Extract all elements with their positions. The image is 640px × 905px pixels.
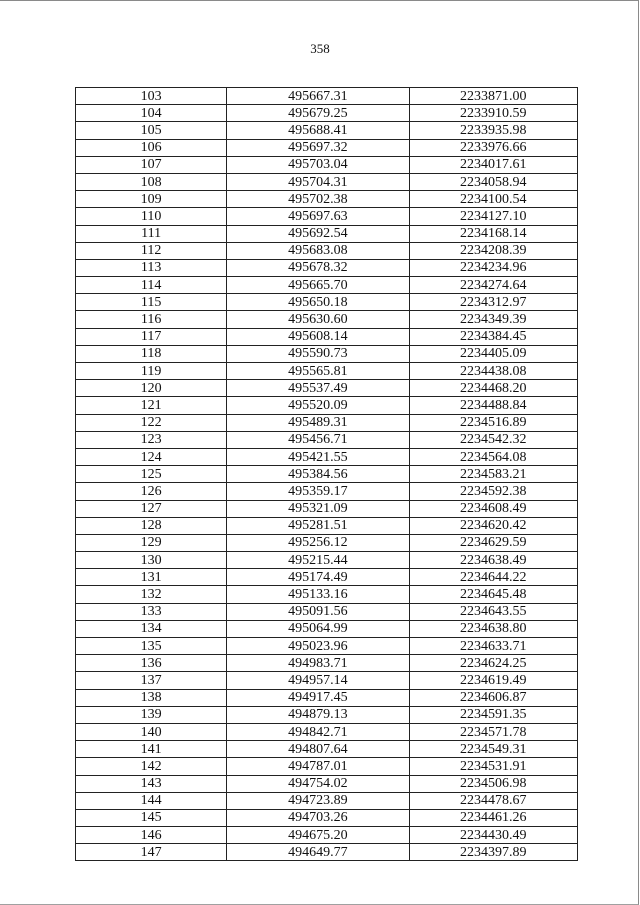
point-number-cell: 134 bbox=[76, 620, 227, 637]
y-coordinate-cell: 2234506.98 bbox=[409, 775, 577, 792]
table-row bbox=[76, 277, 578, 294]
table-row bbox=[76, 397, 578, 414]
table-row bbox=[76, 655, 578, 672]
y-coordinate-cell: 2234468.20 bbox=[409, 380, 577, 397]
point-number-cell: 114 bbox=[76, 277, 227, 294]
table-row bbox=[76, 191, 578, 208]
table-row bbox=[76, 225, 578, 242]
y-coordinate-cell: 2234168.14 bbox=[409, 225, 577, 242]
y-coordinate-cell: 2234384.45 bbox=[409, 328, 577, 345]
table-row bbox=[76, 844, 578, 861]
x-coordinate-cell: 495456.71 bbox=[227, 431, 409, 448]
x-coordinate-cell: 495665.70 bbox=[227, 277, 409, 294]
point-number-cell: 104 bbox=[76, 105, 227, 122]
point-number-cell: 118 bbox=[76, 345, 227, 362]
x-coordinate-cell: 495688.41 bbox=[227, 122, 409, 139]
point-number-cell: 129 bbox=[76, 534, 227, 551]
x-coordinate-cell: 495692.54 bbox=[227, 225, 409, 242]
point-number-cell: 116 bbox=[76, 311, 227, 328]
table-row bbox=[76, 259, 578, 276]
x-coordinate-cell: 495704.31 bbox=[227, 173, 409, 190]
y-coordinate-cell: 2234488.84 bbox=[409, 397, 577, 414]
y-coordinate-cell: 2234620.42 bbox=[409, 517, 577, 534]
x-coordinate-cell: 495421.55 bbox=[227, 448, 409, 465]
x-coordinate-cell: 495630.60 bbox=[227, 311, 409, 328]
y-coordinate-cell: 2234638.49 bbox=[409, 552, 577, 569]
point-number-cell: 144 bbox=[76, 792, 227, 809]
y-coordinate-cell: 2234643.55 bbox=[409, 603, 577, 620]
y-coordinate-cell: 2234542.32 bbox=[409, 431, 577, 448]
x-coordinate-cell: 495679.25 bbox=[227, 105, 409, 122]
table-row bbox=[76, 534, 578, 551]
y-coordinate-cell: 2234638.80 bbox=[409, 620, 577, 637]
point-number-cell: 110 bbox=[76, 208, 227, 225]
table-row bbox=[76, 139, 578, 156]
x-coordinate-cell: 495133.16 bbox=[227, 586, 409, 603]
point-number-cell: 143 bbox=[76, 775, 227, 792]
table-row bbox=[76, 208, 578, 225]
point-number-cell: 140 bbox=[76, 723, 227, 740]
y-coordinate-cell: 2234571.78 bbox=[409, 723, 577, 740]
point-number-cell: 141 bbox=[76, 741, 227, 758]
x-coordinate-cell: 495537.49 bbox=[227, 380, 409, 397]
x-coordinate-cell: 494675.20 bbox=[227, 827, 409, 844]
point-number-cell: 119 bbox=[76, 363, 227, 380]
x-coordinate-cell: 495256.12 bbox=[227, 534, 409, 551]
point-number-cell: 128 bbox=[76, 517, 227, 534]
y-coordinate-cell: 2233976.66 bbox=[409, 139, 577, 156]
table-row bbox=[76, 466, 578, 483]
point-number-cell: 105 bbox=[76, 122, 227, 139]
x-coordinate-cell: 495703.04 bbox=[227, 156, 409, 173]
x-coordinate-cell: 494983.71 bbox=[227, 655, 409, 672]
table-row bbox=[76, 775, 578, 792]
y-coordinate-cell: 2234592.38 bbox=[409, 483, 577, 500]
y-coordinate-cell: 2234312.97 bbox=[409, 294, 577, 311]
table-row bbox=[76, 380, 578, 397]
table-row bbox=[76, 173, 578, 190]
point-number-cell: 123 bbox=[76, 431, 227, 448]
x-coordinate-cell: 495667.31 bbox=[227, 88, 409, 105]
y-coordinate-cell: 2234619.49 bbox=[409, 672, 577, 689]
point-number-cell: 117 bbox=[76, 328, 227, 345]
table-row bbox=[76, 569, 578, 586]
point-number-cell: 115 bbox=[76, 294, 227, 311]
y-coordinate-cell: 2234633.71 bbox=[409, 638, 577, 655]
x-coordinate-cell: 495359.17 bbox=[227, 483, 409, 500]
point-number-cell: 122 bbox=[76, 414, 227, 431]
table-row bbox=[76, 500, 578, 517]
point-number-cell: 138 bbox=[76, 689, 227, 706]
y-coordinate-cell: 2234645.48 bbox=[409, 586, 577, 603]
x-coordinate-cell: 495321.09 bbox=[227, 500, 409, 517]
y-coordinate-cell: 2234531.91 bbox=[409, 758, 577, 775]
x-coordinate-cell: 494754.02 bbox=[227, 775, 409, 792]
point-number-cell: 130 bbox=[76, 552, 227, 569]
point-number-cell: 145 bbox=[76, 809, 227, 826]
x-coordinate-cell: 495590.73 bbox=[227, 345, 409, 362]
y-coordinate-cell: 2234606.87 bbox=[409, 689, 577, 706]
table-row bbox=[76, 242, 578, 259]
point-number-cell: 126 bbox=[76, 483, 227, 500]
table-row bbox=[76, 88, 578, 105]
y-coordinate-cell: 2234274.64 bbox=[409, 277, 577, 294]
x-coordinate-cell: 494879.13 bbox=[227, 706, 409, 723]
table-row bbox=[76, 345, 578, 362]
y-coordinate-cell: 2234438.08 bbox=[409, 363, 577, 380]
coordinates-table bbox=[75, 87, 578, 861]
table-row bbox=[76, 483, 578, 500]
point-number-cell: 132 bbox=[76, 586, 227, 603]
point-number-cell: 125 bbox=[76, 466, 227, 483]
y-coordinate-cell: 2234397.89 bbox=[409, 844, 577, 861]
table-row bbox=[76, 689, 578, 706]
x-coordinate-cell: 495091.56 bbox=[227, 603, 409, 620]
x-coordinate-cell: 495174.49 bbox=[227, 569, 409, 586]
x-coordinate-cell: 494842.71 bbox=[227, 723, 409, 740]
table-row bbox=[76, 741, 578, 758]
x-coordinate-cell: 495683.08 bbox=[227, 242, 409, 259]
x-coordinate-cell: 495064.99 bbox=[227, 620, 409, 637]
y-coordinate-cell: 2234349.39 bbox=[409, 311, 577, 328]
y-coordinate-cell: 2234629.59 bbox=[409, 534, 577, 551]
point-number-cell: 135 bbox=[76, 638, 227, 655]
point-number-cell: 106 bbox=[76, 139, 227, 156]
table-row bbox=[76, 105, 578, 122]
y-coordinate-cell: 2234624.25 bbox=[409, 655, 577, 672]
y-coordinate-cell: 2234478.67 bbox=[409, 792, 577, 809]
x-coordinate-cell: 495384.56 bbox=[227, 466, 409, 483]
point-number-cell: 133 bbox=[76, 603, 227, 620]
table-row bbox=[76, 156, 578, 173]
x-coordinate-cell: 494917.45 bbox=[227, 689, 409, 706]
coordinates-table-body bbox=[76, 88, 578, 861]
y-coordinate-cell: 2234549.31 bbox=[409, 741, 577, 758]
y-coordinate-cell: 2234100.54 bbox=[409, 191, 577, 208]
x-coordinate-cell: 495520.09 bbox=[227, 397, 409, 414]
point-number-cell: 111 bbox=[76, 225, 227, 242]
y-coordinate-cell: 2234591.35 bbox=[409, 706, 577, 723]
table-row bbox=[76, 620, 578, 637]
point-number-cell: 142 bbox=[76, 758, 227, 775]
x-coordinate-cell: 495281.51 bbox=[227, 517, 409, 534]
point-number-cell: 107 bbox=[76, 156, 227, 173]
point-number-cell: 113 bbox=[76, 259, 227, 276]
table-row bbox=[76, 328, 578, 345]
y-coordinate-cell: 2234461.26 bbox=[409, 809, 577, 826]
table-row bbox=[76, 517, 578, 534]
point-number-cell: 112 bbox=[76, 242, 227, 259]
y-coordinate-cell: 2234430.49 bbox=[409, 827, 577, 844]
table-row bbox=[76, 586, 578, 603]
point-number-cell: 147 bbox=[76, 844, 227, 861]
x-coordinate-cell: 495023.96 bbox=[227, 638, 409, 655]
table-row bbox=[76, 311, 578, 328]
page-number: 358 bbox=[310, 41, 330, 56]
x-coordinate-cell: 494703.26 bbox=[227, 809, 409, 826]
y-coordinate-cell: 2234058.94 bbox=[409, 173, 577, 190]
y-coordinate-cell: 2234234.96 bbox=[409, 259, 577, 276]
point-number-cell: 109 bbox=[76, 191, 227, 208]
x-coordinate-cell: 494787.01 bbox=[227, 758, 409, 775]
x-coordinate-cell: 495489.31 bbox=[227, 414, 409, 431]
point-number-cell: 139 bbox=[76, 706, 227, 723]
x-coordinate-cell: 495702.38 bbox=[227, 191, 409, 208]
table-row bbox=[76, 758, 578, 775]
point-number-cell: 120 bbox=[76, 380, 227, 397]
table-row bbox=[76, 792, 578, 809]
y-coordinate-cell: 2234405.09 bbox=[409, 345, 577, 362]
y-coordinate-cell: 2234516.89 bbox=[409, 414, 577, 431]
table-row bbox=[76, 809, 578, 826]
x-coordinate-cell: 495697.63 bbox=[227, 208, 409, 225]
table-row bbox=[76, 827, 578, 844]
point-number-cell: 108 bbox=[76, 173, 227, 190]
x-coordinate-cell: 494723.89 bbox=[227, 792, 409, 809]
table-row bbox=[76, 448, 578, 465]
y-coordinate-cell: 2234208.39 bbox=[409, 242, 577, 259]
x-coordinate-cell: 495215.44 bbox=[227, 552, 409, 569]
point-number-cell: 136 bbox=[76, 655, 227, 672]
table-row bbox=[76, 431, 578, 448]
point-number-cell: 124 bbox=[76, 448, 227, 465]
y-coordinate-cell: 2233935.98 bbox=[409, 122, 577, 139]
table-row bbox=[76, 363, 578, 380]
table-row bbox=[76, 122, 578, 139]
point-number-cell: 146 bbox=[76, 827, 227, 844]
table-row bbox=[76, 638, 578, 655]
table-row bbox=[76, 294, 578, 311]
y-coordinate-cell: 2234017.61 bbox=[409, 156, 577, 173]
x-coordinate-cell: 494649.77 bbox=[227, 844, 409, 861]
table-row bbox=[76, 706, 578, 723]
point-number-cell: 137 bbox=[76, 672, 227, 689]
x-coordinate-cell: 495608.14 bbox=[227, 328, 409, 345]
x-coordinate-cell: 495565.81 bbox=[227, 363, 409, 380]
table-row bbox=[76, 723, 578, 740]
x-coordinate-cell: 494957.14 bbox=[227, 672, 409, 689]
x-coordinate-cell: 495678.32 bbox=[227, 259, 409, 276]
y-coordinate-cell: 2234644.22 bbox=[409, 569, 577, 586]
y-coordinate-cell: 2234583.21 bbox=[409, 466, 577, 483]
table-row bbox=[76, 552, 578, 569]
table-row bbox=[76, 603, 578, 620]
x-coordinate-cell: 495697.32 bbox=[227, 139, 409, 156]
y-coordinate-cell: 2234564.08 bbox=[409, 448, 577, 465]
point-number-cell: 121 bbox=[76, 397, 227, 414]
y-coordinate-cell: 2234608.49 bbox=[409, 500, 577, 517]
y-coordinate-cell: 2234127.10 bbox=[409, 208, 577, 225]
point-number-cell: 127 bbox=[76, 500, 227, 517]
y-coordinate-cell: 2233910.59 bbox=[409, 105, 577, 122]
point-number-cell: 131 bbox=[76, 569, 227, 586]
x-coordinate-cell: 495650.18 bbox=[227, 294, 409, 311]
point-number-cell: 103 bbox=[76, 88, 227, 105]
y-coordinate-cell: 2233871.00 bbox=[409, 88, 577, 105]
table-row bbox=[76, 672, 578, 689]
table-row bbox=[76, 414, 578, 431]
x-coordinate-cell: 494807.64 bbox=[227, 741, 409, 758]
